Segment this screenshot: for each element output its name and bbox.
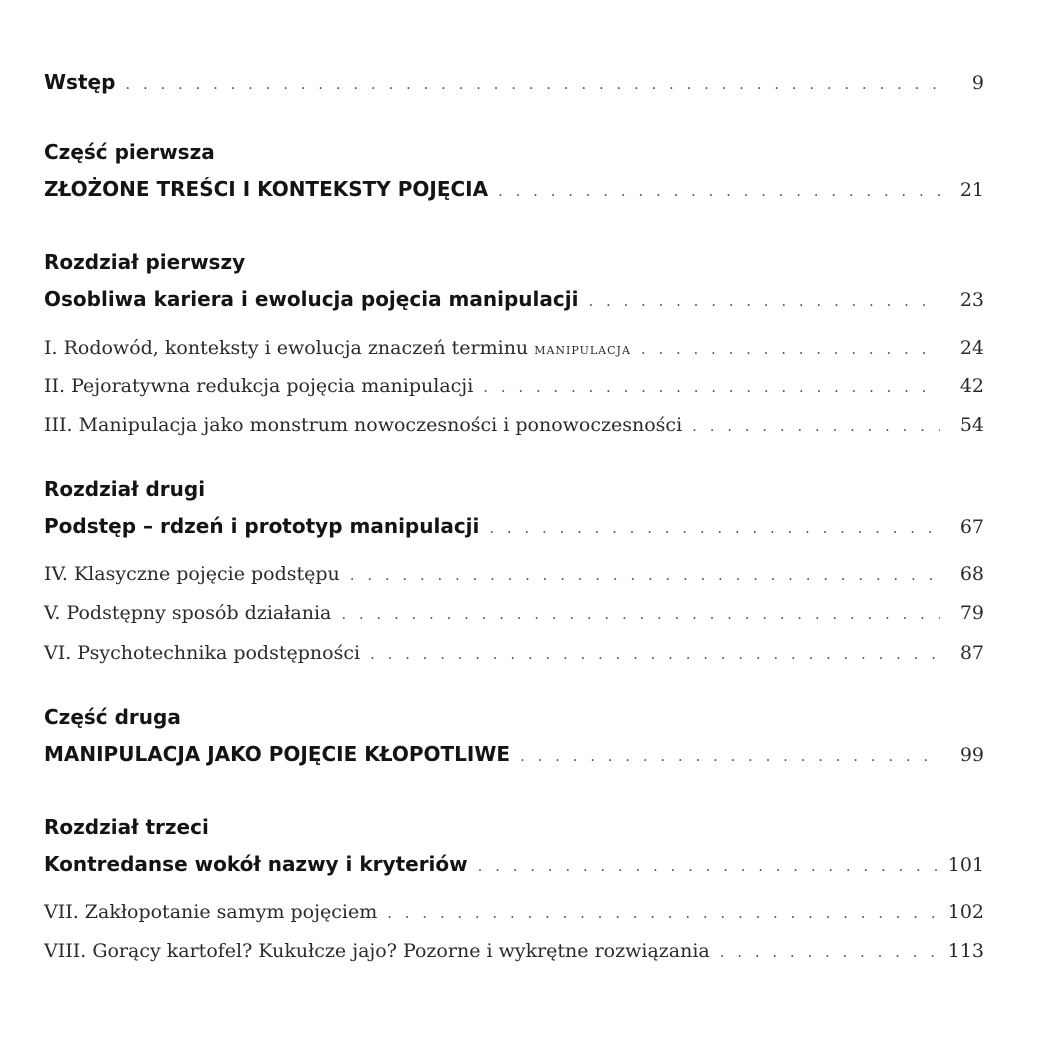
entry-label: III. Manipulacja jako monstrum nowoczesności i ponowoczesności: [44, 414, 683, 436]
toc-section-entry[interactable]: [44, 375, 984, 397]
entry-label: ZŁOŻONE TREŚCI I KONTEKSTY POJĘCIA: [44, 177, 489, 201]
page-number: 24: [959, 337, 984, 359]
toc-entry-intro[interactable]: [44, 70, 984, 94]
page-number: 23: [959, 289, 984, 311]
chapter-heading: Rozdział pierwszy: [44, 250, 246, 274]
page-number: 68: [959, 563, 984, 585]
dot-leader: [350, 566, 940, 584]
part-heading: Część druga: [44, 705, 181, 729]
dot-leader: [489, 519, 940, 537]
page-number: 79: [959, 602, 984, 624]
entry-label: MANIPULACJA JAKO POJĘCIE KŁOPOTLIWE: [44, 742, 511, 766]
dot-leader: [341, 605, 940, 623]
toc-entry-chapter1-title[interactable]: [44, 287, 984, 311]
term-smallcaps: manipulacja: [534, 340, 631, 358]
dot-leader: [588, 292, 940, 310]
entry-label: VI. Psychotechnika podstępności: [44, 642, 361, 664]
page-number: 99: [959, 744, 984, 766]
entry-label: Podstęp – rdzeń i prototyp manipulacji: [44, 514, 480, 538]
dot-leader: [720, 943, 938, 961]
toc-section-entry[interactable]: [44, 337, 984, 359]
page-number: 42: [959, 375, 984, 397]
entry-label: Osobliwa kariera i ewolucja pojęcia manipulacji: [44, 287, 579, 311]
toc-section-entry[interactable]: [44, 414, 984, 436]
entry-label: VII. Zakłopotanie samym pojęciem: [44, 901, 378, 923]
entry-label: VIII. Gorący kartofel? Kukułcze jajo? Pozorne i wykrętne rozwiązania: [44, 940, 710, 962]
page-number: 113: [947, 940, 984, 962]
dot-leader: [478, 857, 938, 875]
chapter-heading: Rozdział drugi: [44, 477, 206, 501]
page-number: 54: [959, 414, 984, 436]
dot-leader: [483, 378, 940, 396]
toc-entry-chapter2-title[interactable]: [44, 514, 984, 538]
page-number: 87: [959, 642, 984, 664]
chapter-heading: Rozdział trzeci: [44, 815, 209, 839]
entry-label: Kontredanse wokół nazwy i kryteriów: [44, 852, 468, 876]
dot-leader: [387, 904, 938, 922]
page-number: 67: [959, 516, 984, 538]
table-of-contents: [44, 0, 984, 1042]
page-number: 9: [971, 72, 984, 94]
page-number: 102: [947, 901, 984, 923]
toc-entry-part2-title[interactable]: [44, 742, 984, 766]
toc-entry-chapter3-title[interactable]: [44, 852, 984, 876]
toc-section-entry[interactable]: [44, 602, 984, 624]
page-number: 21: [959, 179, 984, 201]
page-number: 101: [947, 854, 984, 876]
toc-section-entry[interactable]: [44, 563, 984, 585]
toc-section-entry[interactable]: [44, 642, 984, 664]
toc-entry-part1-title[interactable]: [44, 177, 984, 201]
entry-label: V. Podstępny sposób działania: [44, 602, 332, 624]
dot-leader: [370, 645, 940, 663]
dot-leader: [498, 182, 940, 200]
entry-label: IV. Klasyczne pojęcie podstępu: [44, 563, 340, 585]
dot-leader: [125, 75, 940, 93]
entry-label: I. Rodowód, konteksty i ewolucja znaczeń terminu manipulacja: [44, 337, 631, 359]
entry-label: Wstęp: [44, 70, 116, 94]
dot-leader: [520, 747, 940, 765]
toc-section-entry[interactable]: [44, 940, 984, 962]
part-heading: Część pierwsza: [44, 140, 215, 164]
dot-leader: [692, 417, 940, 435]
entry-label: II. Pejoratywna redukcja pojęcia manipulacji: [44, 375, 474, 397]
dot-leader: [641, 340, 940, 358]
toc-section-entry[interactable]: [44, 901, 984, 923]
